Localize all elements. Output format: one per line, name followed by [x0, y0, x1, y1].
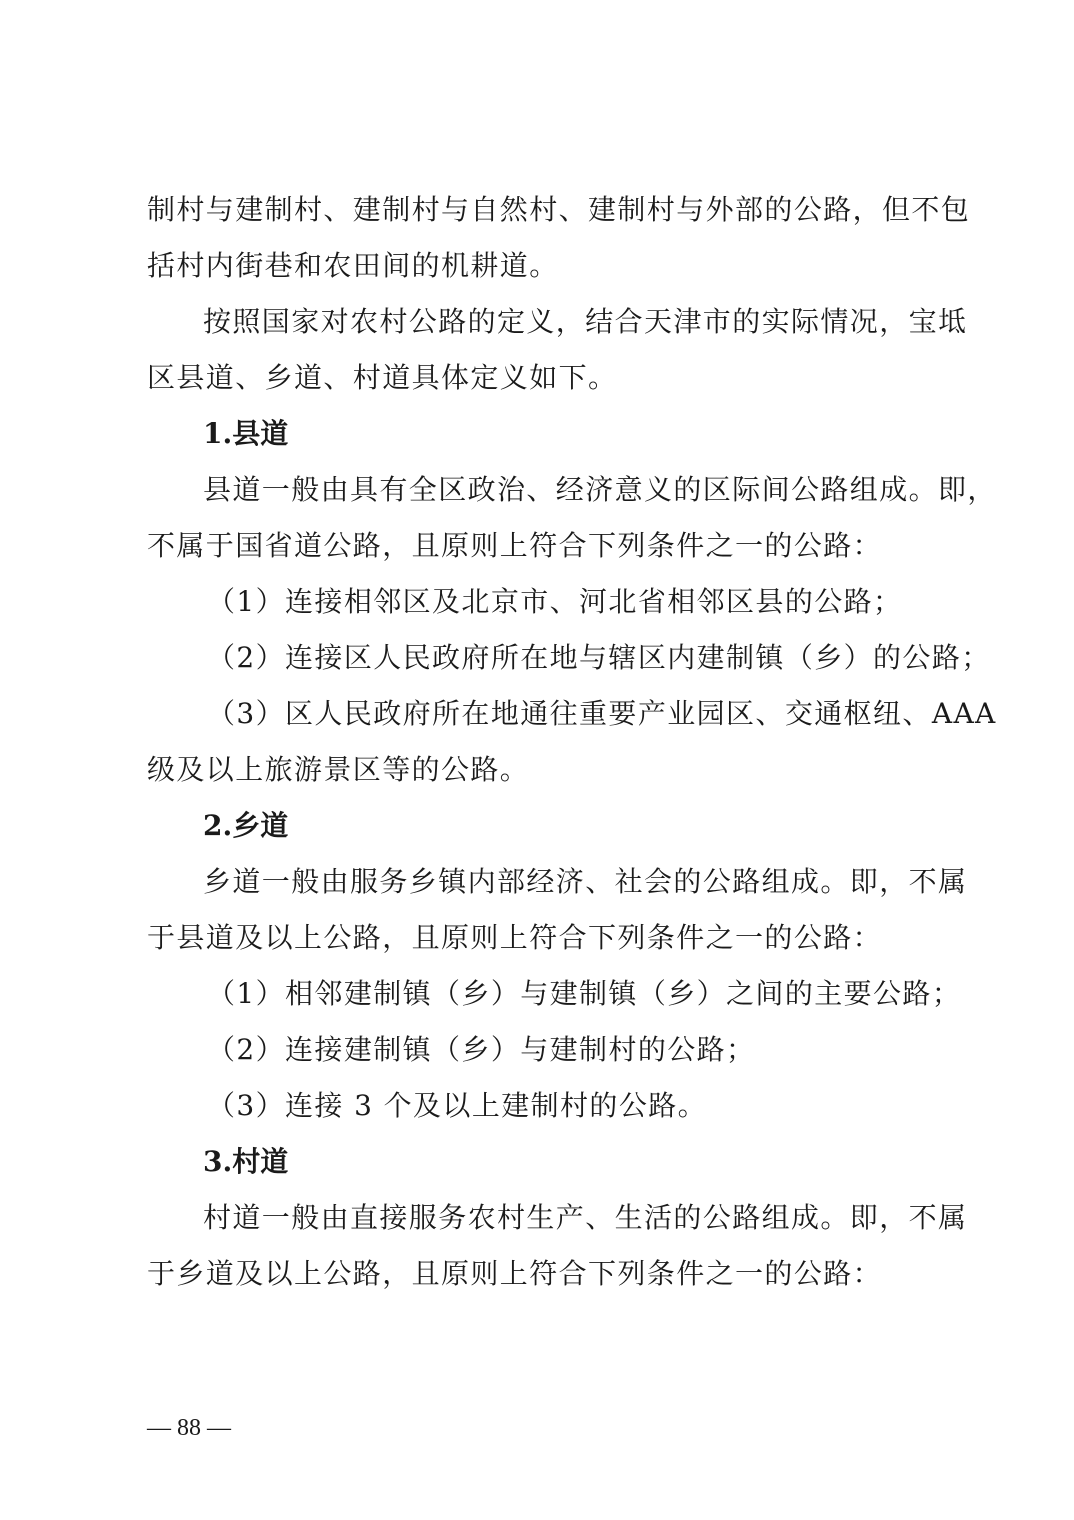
body-text-line: 村道一般由直接服务农村生产、生活的公路组成。即，不属 [203, 1201, 968, 1234]
body-text-line: 县道一般由具有全区政治、经济意义的区际间公路组成。即， [203, 473, 997, 506]
section-heading-village-road: 3.村道 [203, 1145, 289, 1178]
section-heading-county-road: 1.县道 [203, 417, 289, 450]
body-text-line: 括村内街巷和农田间的机耕道。 [147, 249, 559, 282]
body-text-line: 按照国家对农村公路的定义，结合天津市的实际情况，宝坻 [203, 305, 968, 338]
body-text-line: 于乡道及以上公路，且原则上符合下列条件之一的公路： [147, 1257, 883, 1290]
body-text-line: 不属于国省道公路，且原则上符合下列条件之一的公路： [147, 529, 883, 562]
body-text-line: 制村与建制村、建制村与自然村、建制村与外部的公路，但不包 [147, 193, 971, 226]
page-number: — 88 — [147, 1415, 231, 1441]
body-text-line: 乡道一般由服务乡镇内部经济、社会的公路组成。即，不属 [203, 865, 968, 898]
list-item: （3）连接 3 个及以上建制村的公路。 [207, 1089, 708, 1122]
list-item: （1）相邻建制镇（乡）与建制镇（乡）之间的主要公路； [207, 977, 962, 1010]
body-text-line: 于县道及以上公路，且原则上符合下列条件之一的公路： [147, 921, 883, 954]
list-item-continuation: 级及以上旅游景区等的公路。 [147, 753, 530, 786]
list-item: （3）区人民政府所在地通往重要产业园区、交通枢纽、AAA [207, 697, 997, 730]
body-text-line: 区县道、乡道、村道具体定义如下。 [147, 361, 618, 394]
list-item: （1）连接相邻区及北京市、河北省相邻区县的公路； [207, 585, 903, 618]
list-item: （2）连接建制镇（乡）与建制村的公路； [207, 1033, 756, 1066]
list-item: （2）连接区人民政府所在地与辖区内建制镇（乡）的公路； [207, 641, 991, 674]
section-heading-township-road: 2.乡道 [203, 809, 289, 842]
